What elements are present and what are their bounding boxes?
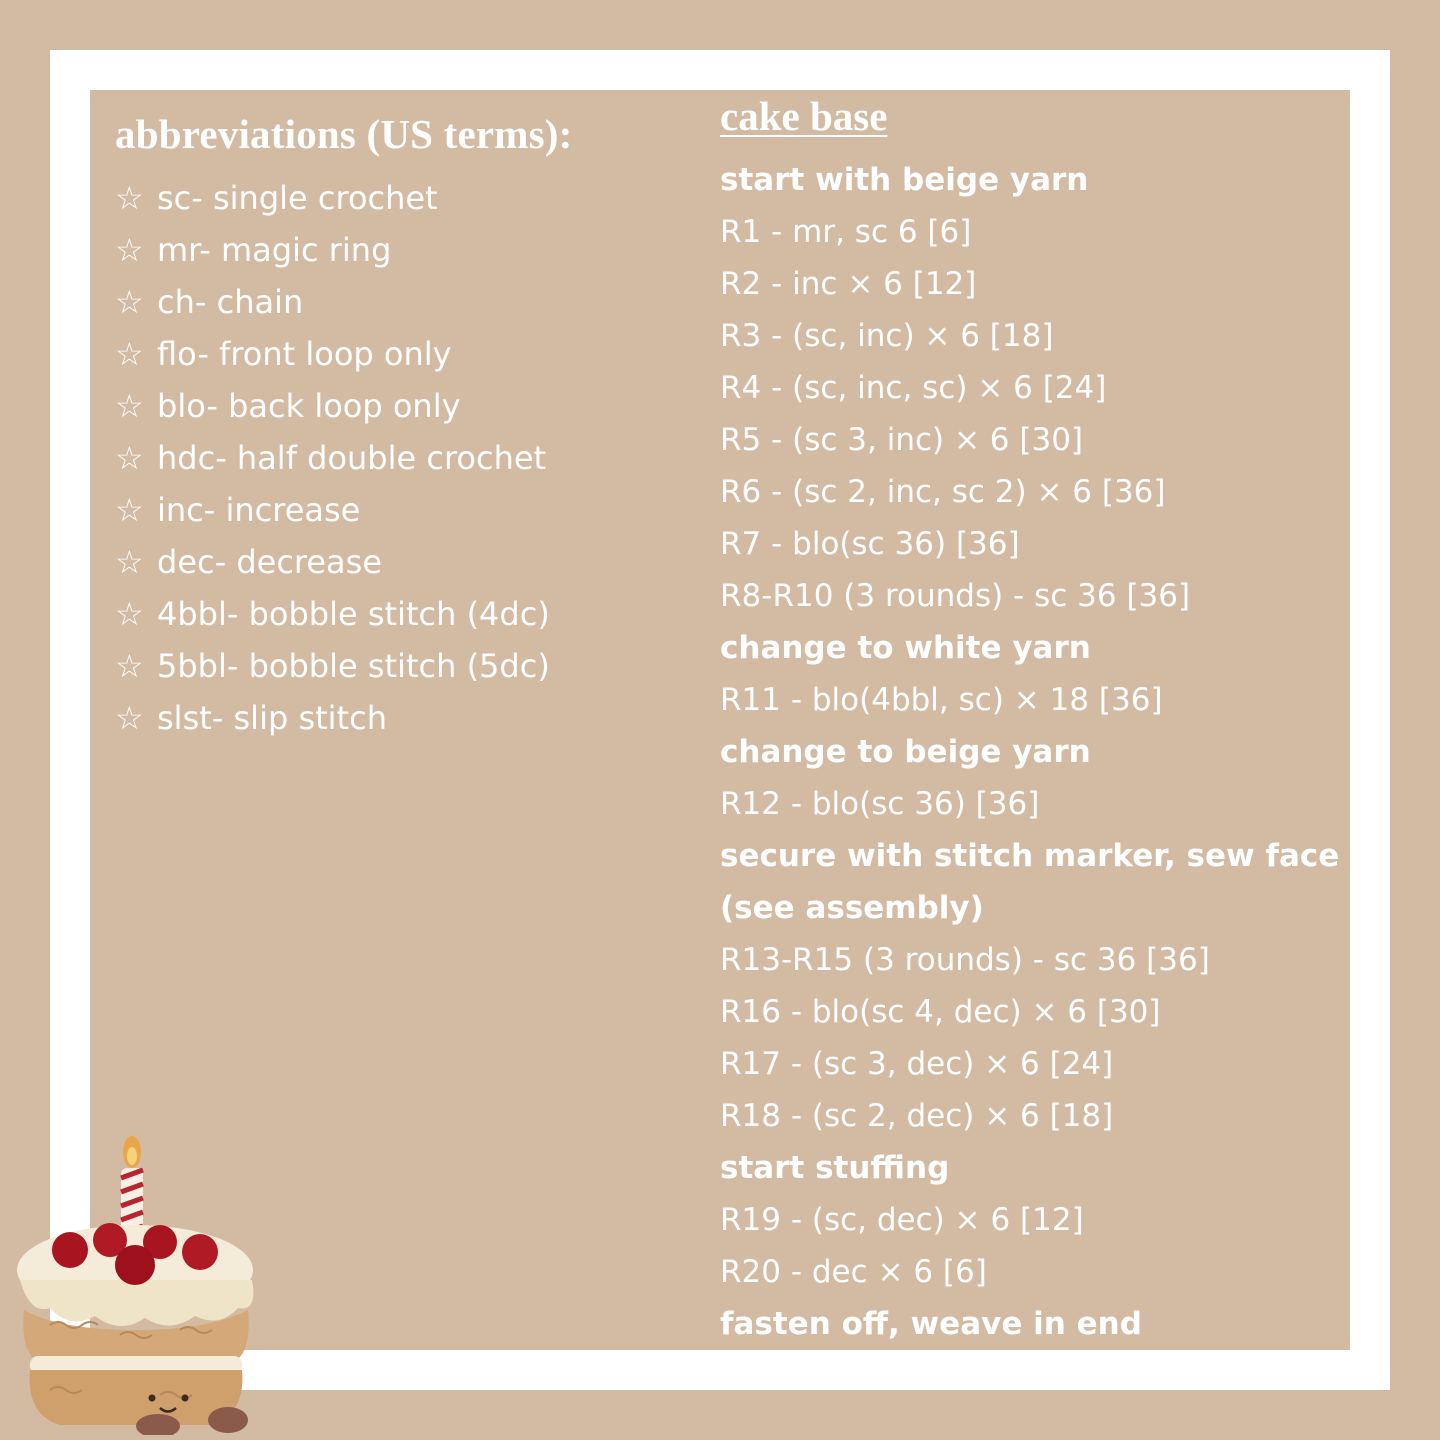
pattern-instruction: fasten off, weave in end	[720, 1306, 1142, 1342]
abbreviation-text: sc- single crochet	[157, 179, 438, 217]
pattern-round: R20 - dec × 6 [6]	[720, 1254, 987, 1290]
abbreviation-text: blo- back loop only	[157, 387, 461, 425]
star-icon: ☆	[115, 543, 144, 581]
abbreviation-item	[115, 380, 550, 432]
pattern-round: R5 - (sc 3, inc) × 6 [30]	[720, 422, 1084, 458]
pattern-round: R12 - blo(sc 36) [36]	[720, 786, 1040, 822]
abbreviation-text: hdc- half double crochet	[157, 439, 547, 477]
abbreviation-text: 4bbl- bobble stitch (4dc)	[157, 595, 550, 633]
pattern-round: R6 - (sc 2, inc, sc 2) × 6 [36]	[720, 474, 1166, 510]
abbreviation-item	[115, 276, 550, 328]
pattern-round: R17 - (sc 3, dec) × 6 [24]	[720, 1046, 1114, 1082]
star-icon: ☆	[115, 699, 144, 737]
abbreviation-text: inc- increase	[157, 491, 361, 529]
star-icon: ☆	[115, 231, 144, 269]
abbreviation-text: mr- magic ring	[157, 231, 392, 269]
pattern-instruction: start stuffing	[720, 1150, 950, 1186]
abbreviation-item	[115, 484, 550, 536]
pattern-round: R2 - inc × 6 [12]	[720, 266, 977, 302]
abbreviation-item	[115, 640, 550, 692]
pattern-round: R19 - (sc, dec) × 6 [12]	[720, 1202, 1084, 1238]
pattern-instruction: start with beige yarn	[720, 162, 1089, 198]
star-icon: ☆	[115, 647, 144, 685]
abbreviation-text: dec- decrease	[157, 543, 383, 581]
star-icon: ☆	[115, 595, 144, 633]
abbreviation-item	[115, 692, 550, 744]
abbreviation-text: flo- front loop only	[157, 335, 452, 373]
pattern-instruction: change to white yarn	[720, 630, 1091, 666]
pattern-round: R1 - mr, sc 6 [6]	[720, 214, 972, 250]
star-icon: ☆	[115, 439, 144, 477]
abbreviations-list	[115, 172, 550, 744]
abbreviation-text: slst- slip stitch	[157, 699, 387, 737]
pattern-list	[720, 154, 1339, 1350]
star-icon: ☆	[115, 283, 144, 321]
pattern-round: R7 - blo(sc 36) [36]	[720, 526, 1020, 562]
abbreviation-item	[115, 224, 550, 276]
abbreviation-text: 5bbl- bobble stitch (5dc)	[157, 647, 550, 685]
pattern-round: R13-R15 (3 rounds) - sc 36 [36]	[720, 942, 1210, 978]
pattern-round: R11 - blo(4bbl, sc) × 18 [36]	[720, 682, 1163, 718]
pattern-round: R18 - (sc 2, dec) × 6 [18]	[720, 1098, 1114, 1134]
pattern-round: R3 - (sc, inc) × 6 [18]	[720, 318, 1054, 354]
pattern-round: R4 - (sc, inc, sc) × 6 [24]	[720, 370, 1107, 406]
cake-base-title: cake base	[720, 93, 888, 139]
abbreviation-text: ch- chain	[157, 283, 304, 321]
pattern-instruction: change to beige yarn	[720, 734, 1091, 770]
star-icon: ☆	[115, 179, 144, 217]
abbreviations-title: abbreviations (US terms):	[115, 111, 573, 157]
abbreviation-item	[115, 432, 550, 484]
birthday-cake-plush-icon	[10, 1130, 260, 1435]
star-icon: ☆	[115, 491, 144, 529]
abbreviation-item	[115, 328, 550, 380]
abbreviation-item	[115, 536, 550, 588]
pattern-round: R16 - blo(sc 4, dec) × 6 [30]	[720, 994, 1161, 1030]
abbreviation-item	[115, 588, 550, 640]
pattern-instruction: (see assembly)	[720, 890, 984, 926]
pattern-round: R8-R10 (3 rounds) - sc 36 [36]	[720, 578, 1191, 614]
abbreviation-item	[115, 172, 550, 224]
pattern-instruction: secure with stitch marker, sew face	[720, 838, 1340, 874]
star-icon: ☆	[115, 335, 144, 373]
star-icon: ☆	[115, 387, 144, 425]
